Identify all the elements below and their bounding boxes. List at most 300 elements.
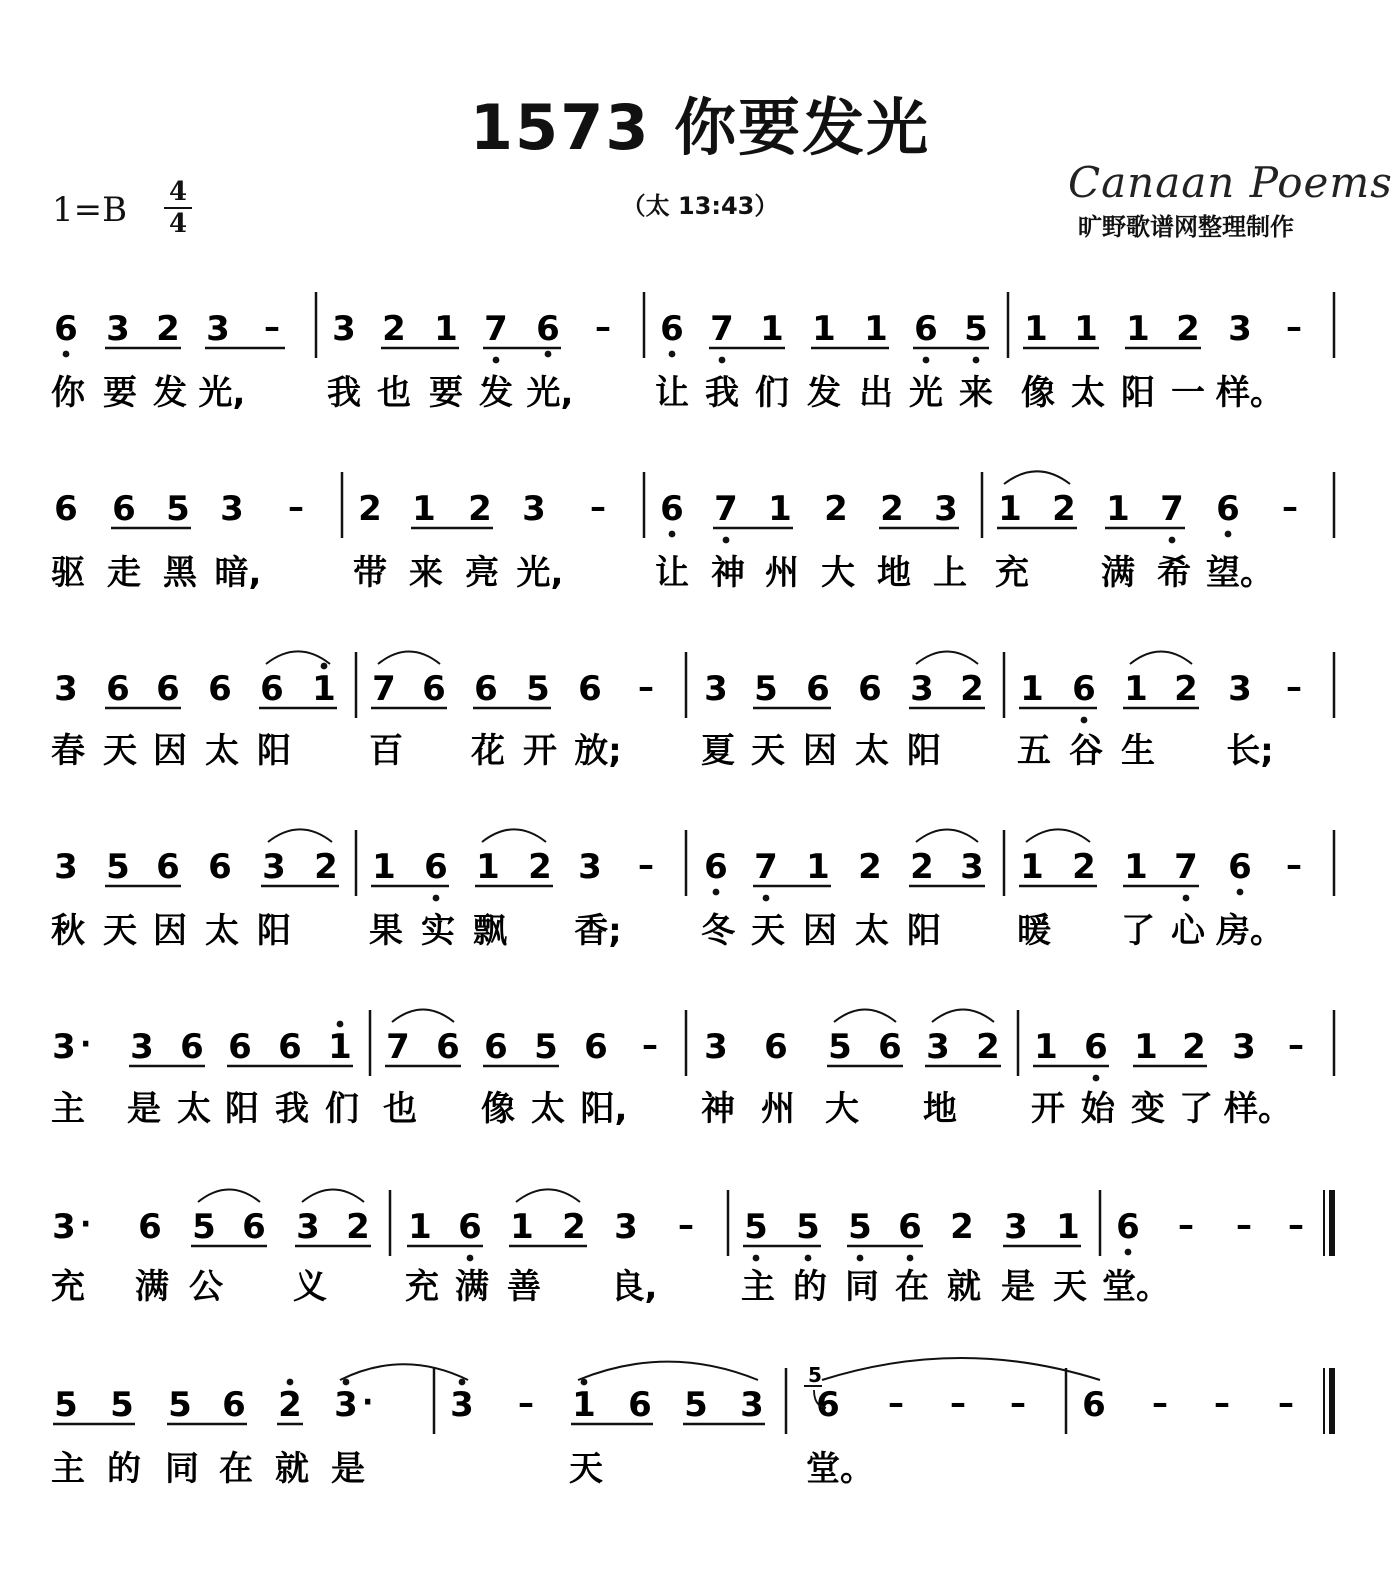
lyric-syllable: 暖 (1017, 911, 1051, 951)
note-digit: 6 (536, 309, 560, 349)
dash-note: – (642, 1026, 658, 1064)
dash-note: – (888, 1384, 904, 1422)
note-digit: 2 (950, 1207, 974, 1247)
slur (198, 1190, 260, 1203)
note-digit: 3 (910, 669, 934, 709)
lyric-syllable: 是 (331, 1449, 365, 1489)
note-digit: 1 (1124, 669, 1148, 709)
lyric-syllable: 来 (959, 373, 993, 413)
dash-note: – (288, 488, 304, 526)
note-digit: 2 (156, 309, 180, 349)
lyric-syllable: 生 (1121, 731, 1155, 771)
note-digit: 1 (1020, 847, 1044, 887)
lyric-syllable: 主 (51, 1449, 85, 1489)
note-digit: 3 (54, 669, 78, 709)
note-digit: 5 (964, 309, 988, 349)
lyric-syllable: 良, (610, 1267, 658, 1307)
lyric-syllable: 光, (198, 373, 246, 413)
lyric-syllable: 望。 (1206, 553, 1274, 593)
lyric-syllable: 是 (1001, 1267, 1035, 1307)
note-digit: 5 (534, 1027, 558, 1067)
slur (516, 1189, 580, 1202)
note-digit: 3 (614, 1207, 638, 1247)
lyric-syllable: 太 (531, 1089, 565, 1129)
note-digit: 2 (358, 489, 382, 529)
dash-note: – (1282, 488, 1298, 526)
note-digit: 3 (960, 847, 984, 887)
lyric-syllable: 房。 (1216, 911, 1284, 951)
low-octave-dot (1225, 531, 1232, 538)
lyric-syllable: 在 (219, 1449, 253, 1489)
high-octave-dot (321, 663, 328, 670)
note-digit: 2 (528, 847, 552, 887)
note-digit: 7 (386, 1027, 410, 1067)
slur (340, 1364, 468, 1380)
low-octave-dot (493, 357, 500, 364)
lyric-syllable: 五 (1017, 731, 1051, 771)
lyric-syllable: 满 (455, 1267, 489, 1307)
time-numerator: 4 (168, 177, 188, 207)
lyric-syllable: 州 (761, 1089, 795, 1129)
note-digit: 1 (1034, 1027, 1058, 1067)
lyric-syllable: 太 (855, 911, 889, 951)
lyric-syllable: 也 (377, 373, 411, 413)
slur (1004, 471, 1070, 484)
note-digit: 3 (262, 847, 286, 887)
lyric-syllable: 香; (574, 911, 622, 951)
note-digit: 6 (806, 669, 830, 709)
note-digit: 2 (346, 1207, 370, 1247)
lyric-syllable: 让 (655, 553, 689, 593)
note-digit: 3 (1232, 1027, 1256, 1067)
note-digit: 6 (278, 1027, 302, 1067)
note-digit: 6 (180, 1027, 204, 1067)
high-octave-dot (459, 1379, 466, 1386)
note-digit: 6 (1084, 1027, 1108, 1067)
note-digit: 6 (660, 489, 684, 529)
lyric-syllable: 要 (103, 373, 137, 413)
low-octave-dot (1237, 889, 1244, 896)
note-digit: 3 (334, 1385, 358, 1425)
note-digit: 2 (1182, 1027, 1206, 1067)
lyric-syllable: 太 (177, 1089, 211, 1129)
note-digit: 1 (1056, 1207, 1080, 1247)
note-digit: 6 (764, 1027, 788, 1067)
lyric-syllable: 太 (205, 731, 239, 771)
note-digit: 1 (864, 309, 888, 349)
lyric-syllable: 阳, (580, 1089, 628, 1129)
note-digit: 1 (760, 309, 784, 349)
lyric-syllable: 花 (471, 731, 505, 771)
note-digit: 5 (54, 1385, 78, 1425)
note-digit: 7 (484, 309, 508, 349)
slur (1130, 652, 1192, 665)
note-digit: 2 (858, 847, 882, 887)
note-digit: 6 (260, 669, 284, 709)
note-digit: 1 (1126, 309, 1150, 349)
lyric-syllable: 开 (1031, 1089, 1065, 1129)
slur (392, 1010, 454, 1023)
note-digit: 6 (208, 847, 232, 887)
lyric-syllable: 同 (845, 1267, 879, 1307)
lyric-syllable: 主 (741, 1267, 775, 1307)
note-digit: 6 (106, 669, 130, 709)
dash-note: – (518, 1384, 534, 1422)
note-digit: 2 (562, 1207, 586, 1247)
low-octave-dot (669, 531, 676, 538)
note-digit: 5 (192, 1207, 216, 1247)
dash-note: – (264, 308, 280, 346)
lyric-syllable: 主 (51, 1089, 85, 1129)
lyric-syllable: 阳 (907, 911, 941, 951)
note-digit: 3 (704, 1027, 728, 1067)
note-digit: 7 (710, 309, 734, 349)
note-digit: 1 (408, 1207, 432, 1247)
note-digit: 3 (450, 1385, 474, 1425)
lyric-syllable: 就 (947, 1267, 981, 1307)
lyric-syllable: 黑 (163, 553, 197, 593)
lyric-syllable: 秋 (51, 911, 85, 951)
slur (266, 651, 330, 664)
note-digit: 1 (312, 669, 336, 709)
low-octave-dot (63, 351, 70, 358)
dash-note: – (678, 1206, 694, 1244)
note-digit: 3 (130, 1027, 154, 1067)
note-digit: 2 (278, 1385, 302, 1425)
slur (916, 830, 978, 843)
dash-note: – (590, 488, 606, 526)
augmentation-dot: · (80, 1207, 92, 1242)
lyric-syllable: 堂。 (1102, 1267, 1170, 1307)
note-digit: 5 (796, 1207, 820, 1247)
slur (932, 1010, 994, 1023)
lyric-syllable: 的 (107, 1449, 141, 1489)
lyric-syllable: 是 (127, 1089, 161, 1129)
lyric-syllable: 要 (429, 373, 463, 413)
lyric-syllable: 暗, (214, 553, 262, 593)
lyric-syllable: 堂。 (806, 1449, 874, 1489)
lyric-syllable: 也 (383, 1089, 417, 1129)
lyric-syllable: 阳 (257, 731, 291, 771)
dash-note: – (1010, 1384, 1026, 1422)
note-digit: 6 (54, 309, 78, 349)
lyric-syllable: 天 (103, 911, 137, 951)
note-digit: 2 (910, 847, 934, 887)
lyric-syllable: 天 (103, 731, 137, 771)
note-digit: 6 (1072, 669, 1096, 709)
note-digit: 6 (1116, 1207, 1140, 1247)
publisher-chinese-name: 旷野歌谱网整理制作 (1078, 213, 1294, 241)
note-digit: 1 (476, 847, 500, 887)
note-digit: 5 (684, 1385, 708, 1425)
lyric-syllable: 满 (135, 1267, 169, 1307)
note-digit: 1 (328, 1027, 352, 1067)
note-digit: 3 (578, 847, 602, 887)
lyric-syllable: 发 (153, 373, 187, 413)
lyric-syllable: 太 (855, 731, 889, 771)
slur (1026, 829, 1090, 842)
dash-note: – (1288, 1026, 1304, 1064)
note-digit: 6 (156, 669, 180, 709)
note-digit: 3 (220, 489, 244, 529)
lyric-syllable: 来 (409, 553, 443, 593)
key-signature: 1=B (52, 190, 128, 230)
note-digit: 3 (1228, 309, 1252, 349)
note-digit: 3 (926, 1027, 950, 1067)
lyric-syllable: 的 (793, 1267, 827, 1307)
note-digit: 1 (412, 489, 436, 529)
slur (834, 1010, 896, 1023)
low-octave-dot (1125, 1249, 1132, 1256)
low-octave-dot (857, 1255, 864, 1262)
note-digit: 2 (880, 489, 904, 529)
note-digit: 1 (812, 309, 836, 349)
slur (916, 652, 978, 665)
lyric-syllable: 放; (574, 731, 622, 771)
note-digit: 3 (54, 847, 78, 887)
lyric-syllable: 阳 (257, 911, 291, 951)
low-octave-dot (923, 357, 930, 364)
note-digit: 3 (52, 1207, 76, 1247)
lyric-syllable: 在 (895, 1267, 929, 1307)
dash-note: – (1288, 1206, 1304, 1244)
lyric-syllable: 们 (755, 373, 789, 413)
note-digit: 6 (704, 847, 728, 887)
note-digit: 7 (1174, 847, 1198, 887)
low-octave-dot (669, 351, 676, 358)
note-digit: 1 (1134, 1027, 1158, 1067)
dash-note: – (1214, 1384, 1230, 1422)
dash-note: – (1178, 1206, 1194, 1244)
note-digit: 1 (1020, 669, 1044, 709)
note-digit: 2 (1072, 847, 1096, 887)
lyric-syllable: 亮 (465, 553, 499, 593)
note-digit: 6 (208, 669, 232, 709)
lyric-syllable: 阳 (907, 731, 941, 771)
note-digit: 3 (106, 309, 130, 349)
note-digit: 1 (572, 1385, 596, 1425)
dash-note: – (950, 1384, 966, 1422)
note-digit: 6 (914, 309, 938, 349)
lyric-syllable: 谷 (1069, 731, 1103, 771)
slur (822, 1358, 1100, 1380)
lyric-syllable: 夏 (701, 731, 735, 771)
low-octave-dot (1093, 1075, 1100, 1082)
lyric-syllable: 太 (205, 911, 239, 951)
note-digit: 3 (206, 309, 230, 349)
lyric-syllable: 变 (1131, 1089, 1165, 1129)
note-digit: 3 (1004, 1207, 1028, 1247)
lyric-syllable: 春 (51, 731, 85, 771)
low-octave-dot (467, 1255, 474, 1262)
low-octave-dot (545, 351, 552, 358)
note-digit: 6 (578, 669, 602, 709)
dash-note: – (638, 846, 654, 884)
lyric-syllable: 因 (803, 911, 837, 951)
low-octave-dot (753, 1255, 760, 1262)
note-digit: 6 (628, 1385, 652, 1425)
note-digit: 1 (1106, 489, 1130, 529)
note-digit: 2 (382, 309, 406, 349)
note-digit: 7 (1160, 489, 1184, 529)
note-digit: 6 (242, 1207, 266, 1247)
note-digit: 6 (112, 489, 136, 529)
note-digit: 1 (806, 847, 830, 887)
note-digit: 1 (998, 489, 1022, 529)
lyric-syllable: 我 (705, 373, 739, 413)
note-digit: 7 (754, 847, 778, 887)
dash-note: – (1286, 846, 1302, 884)
lyric-syllable: 你 (51, 373, 85, 413)
lyric-syllable: 希 (1157, 553, 1191, 593)
lyric-syllable: 让 (655, 373, 689, 413)
lyric-syllable: 发 (479, 373, 513, 413)
lyric-syllable: 带 (353, 553, 387, 593)
note-digit: 6 (484, 1027, 508, 1067)
augmentation-dot: · (362, 1385, 374, 1420)
note-digit: 1 (768, 489, 792, 529)
note-digit: 2 (824, 489, 848, 529)
lyric-syllable: 实 (421, 911, 455, 951)
dash-note: – (1152, 1384, 1168, 1422)
lyric-syllable: 公 (189, 1267, 223, 1307)
note-digit: 6 (584, 1027, 608, 1067)
lyric-syllable: 走 (107, 553, 141, 593)
note-digit: 2 (960, 669, 984, 709)
note-digit: 2 (976, 1027, 1000, 1067)
slur (378, 652, 440, 665)
note-digit: 6 (54, 489, 78, 529)
note-digit: 1 (1124, 847, 1148, 887)
lyric-syllable: 州 (765, 553, 799, 593)
lyric-syllable: 太 (1071, 373, 1105, 413)
note-digit: 1 (1074, 309, 1098, 349)
note-digit: 6 (878, 1027, 902, 1067)
note-digit: 6 (898, 1207, 922, 1247)
lyric-syllable: 神 (701, 1089, 735, 1129)
high-octave-dot (337, 1021, 344, 1028)
note-digit: 6 (228, 1027, 252, 1067)
note-digit: 2 (1176, 309, 1200, 349)
lyric-syllable: 出 (859, 373, 893, 413)
low-octave-dot (433, 895, 440, 902)
low-octave-dot (973, 357, 980, 364)
lyric-syllable: 天 (569, 1449, 603, 1489)
note-digit: 6 (156, 847, 180, 887)
lyric-syllable: 地 (923, 1089, 957, 1129)
note-digit: 1 (510, 1207, 534, 1247)
note-digit: 2 (1174, 669, 1198, 709)
note-digit: 6 (222, 1385, 246, 1425)
note-digit: 3 (52, 1027, 76, 1067)
note-digit: 5 (110, 1385, 134, 1425)
low-octave-dot (763, 895, 770, 902)
lyric-syllable: 了 (1179, 1089, 1213, 1129)
note-digit: 7 (372, 669, 396, 709)
publisher-logo-text: Canaan Poems (1068, 158, 1393, 207)
dash-note: – (1236, 1206, 1252, 1244)
note-digit: 2 (1052, 489, 1076, 529)
high-octave-dot (343, 1379, 350, 1386)
slur (482, 829, 546, 842)
song-title: 1573 你要发光 (469, 91, 931, 164)
low-octave-dot (1169, 537, 1176, 544)
lyric-syllable: 同 (165, 1449, 199, 1489)
note-digit: 6 (138, 1207, 162, 1247)
note-digit: 6 (422, 669, 446, 709)
lyric-syllable: 因 (153, 731, 187, 771)
note-digit: 5 (744, 1207, 768, 1247)
note-digit: 5 (106, 847, 130, 887)
lyric-syllable: 充 (995, 553, 1029, 593)
dash-note: – (1286, 668, 1302, 706)
lyric-syllable: 我 (327, 373, 361, 413)
note-digit: 6 (458, 1207, 482, 1247)
note-digit: 3 (1228, 669, 1252, 709)
lyric-syllable: 义 (293, 1267, 327, 1307)
note-digit: 3 (332, 309, 356, 349)
scripture-reference: （太 13:43） (621, 192, 779, 220)
lyric-syllable: 百 (369, 731, 403, 771)
note-digit: 2 (314, 847, 338, 887)
lyric-syllable: 发 (807, 373, 841, 413)
lyric-syllable: 开 (523, 731, 557, 771)
note-digit: 6 (816, 1385, 840, 1425)
lyric-syllable: 天 (751, 911, 785, 951)
lyric-syllable: 始 (1081, 1089, 1115, 1129)
note-digit: 5 (166, 489, 190, 529)
note-digit: 7 (714, 489, 738, 529)
lyric-syllable: 上 (933, 553, 967, 593)
dash-note: – (638, 668, 654, 706)
dash-note: – (1278, 1384, 1294, 1422)
lyric-syllable: 天 (751, 731, 785, 771)
lyric-syllable: 像 (1021, 373, 1055, 413)
time-denominator: 4 (168, 209, 188, 239)
note-digit: 3 (522, 489, 546, 529)
lyric-syllable: 因 (803, 731, 837, 771)
slur (268, 829, 332, 842)
lyric-syllable: 充 (51, 1267, 85, 1307)
note-digit: 6 (858, 669, 882, 709)
note-digit: 6 (436, 1027, 460, 1067)
note-digit: 6 (1082, 1385, 1106, 1425)
lyric-syllable: 满 (1101, 553, 1135, 593)
lyric-syllable: 阳 (225, 1089, 259, 1129)
lyric-syllable: 长; (1226, 731, 1274, 771)
low-octave-dot (805, 1255, 812, 1262)
note-digit: 5 (526, 669, 550, 709)
low-octave-dot (907, 1255, 914, 1262)
note-digit: 1 (372, 847, 396, 887)
lyric-syllable: 大 (821, 553, 855, 593)
low-octave-dot (1081, 717, 1088, 724)
note-digit: 6 (474, 669, 498, 709)
high-octave-dot (287, 1379, 294, 1386)
note-digit: 6 (1228, 847, 1252, 887)
lyric-syllable: 神 (711, 553, 745, 593)
note-digit: 2 (468, 489, 492, 529)
lyric-syllable: 样。 (1224, 1089, 1292, 1129)
low-octave-dot (713, 889, 720, 896)
low-octave-dot (1183, 895, 1190, 902)
lyric-syllable: 光, (516, 553, 564, 593)
note-digit: 5 (828, 1027, 852, 1067)
note-digit: 5 (168, 1385, 192, 1425)
slur (302, 1190, 364, 1203)
grace-note: 5 (808, 1363, 822, 1387)
note-digit: 3 (740, 1385, 764, 1425)
